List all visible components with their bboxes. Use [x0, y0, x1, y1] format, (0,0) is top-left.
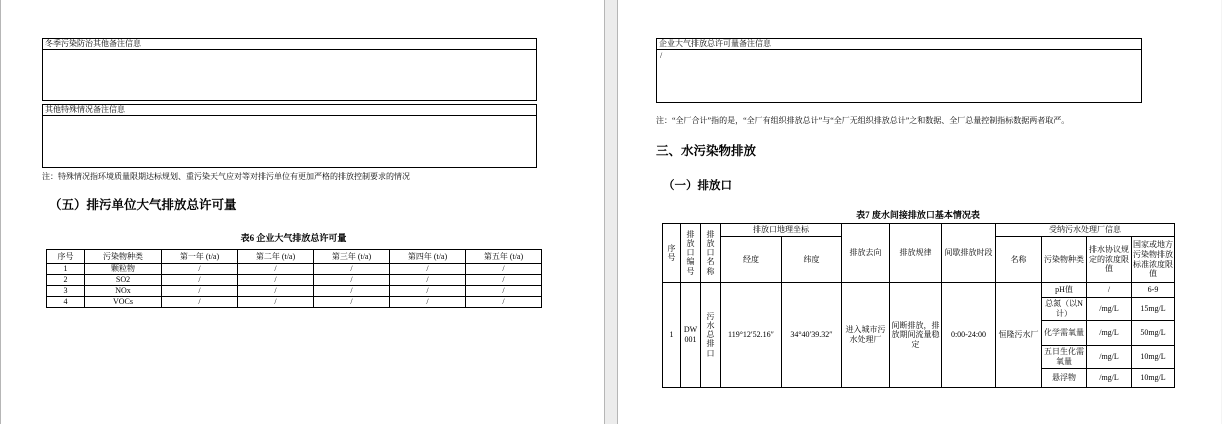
section-title-air-total-permit: （五）排污单位大气排放总许可量	[49, 198, 237, 212]
table-row	[47, 275, 542, 286]
cell-standard-limit: 50mg/L	[1132, 321, 1175, 346]
table7-header-row-1	[663, 224, 1175, 237]
cell-plant-name: 恒隆污水厂	[996, 283, 1042, 388]
table7-col-longitude: 经度	[721, 237, 782, 283]
cell-outlet-no: DW001	[681, 283, 701, 388]
cell-pollutant: SO2	[85, 275, 162, 286]
table7-col-latitude: 纬度	[782, 237, 842, 283]
cell-year3: /	[314, 286, 390, 297]
cell-latitude: 34°40′39.32″	[782, 283, 842, 388]
cell-standard-limit: 15mg/L	[1132, 298, 1175, 321]
cell-year1: /	[162, 297, 238, 308]
table7-col-period: 间歇排放时段	[942, 224, 996, 283]
cell-longitude: 119°12′52.16″	[721, 283, 782, 388]
cell-pollutant: VOCs	[85, 297, 162, 308]
cell-pattern: 间断排放，排放期间流量稳定	[890, 283, 942, 388]
cell-agreement-limit: /mg/L	[1087, 298, 1132, 321]
air-total-remark-title: 企业大气排放总许可量备注信息	[657, 39, 1141, 50]
document-page-left	[0, 0, 605, 424]
cell-year5: /	[466, 275, 542, 286]
cell-seq: 2	[47, 275, 85, 286]
cell-year3: /	[314, 297, 390, 308]
cell-destination: 进入城市污水处理厂	[842, 283, 890, 388]
table6-col-pollutant: 污染物种类	[85, 250, 162, 264]
table7-col-agreement-limit: 排水协议规定的浓度限值	[1087, 237, 1132, 283]
table-row	[47, 297, 542, 308]
cell-year4: /	[390, 297, 466, 308]
winter-remark-title: 冬季污染防治其他备注信息	[43, 39, 536, 50]
cell-pollutant-name: 总氮（以N计）	[1042, 298, 1087, 321]
cell-agreement-limit: /mg/L	[1087, 346, 1132, 369]
table7-col-pattern: 排放规律	[890, 224, 942, 283]
cell-year1: /	[162, 264, 238, 275]
cell-pollutant-name: 悬浮物	[1042, 369, 1087, 388]
winter-remark-content	[43, 50, 536, 100]
cell-period: 0:00-24:00	[942, 283, 996, 388]
table6-title: 表6 企业大气排放总许可量	[240, 233, 347, 243]
table7-col-pollutant-type: 污染物种类	[1042, 237, 1087, 283]
cell-standard-limit: 10mg/L	[1132, 369, 1175, 388]
table7-wastewater-outlets	[662, 223, 1175, 388]
cell-seq: 3	[47, 286, 85, 297]
cell-year1: /	[162, 275, 238, 286]
table6-col-year1: 第一年 (t/a)	[162, 250, 238, 264]
cell-year5: /	[466, 297, 542, 308]
table6-col-year2: 第二年 (t/a)	[238, 250, 314, 264]
cell-year5: /	[466, 264, 542, 275]
cell-seq: 1	[47, 264, 85, 275]
table7-col-outlet-no: 排放口编号	[681, 224, 701, 283]
cell-pollutant-name: 五日生化需氧量	[1042, 346, 1087, 369]
table7-col-plant-name: 名称	[996, 237, 1042, 283]
cell-pollutant: 颗粒物	[85, 264, 162, 275]
cell-agreement-limit: /mg/L	[1087, 321, 1132, 346]
cell-year2: /	[238, 297, 314, 308]
cell-agreement-limit: /mg/L	[1087, 369, 1132, 388]
other-remark-box	[42, 104, 537, 168]
table7-col-outlet-name: 排放口名称	[701, 224, 721, 283]
cell-standard-limit: 10mg/L	[1132, 346, 1175, 369]
cell-year5: /	[466, 286, 542, 297]
section-title-water-pollutants: 三、水污染物排放	[656, 144, 757, 158]
table-row	[47, 286, 542, 297]
cell-year2: /	[238, 286, 314, 297]
table6-col-year3: 第三年 (t/a)	[314, 250, 390, 264]
cell-standard-limit: 6-9	[1132, 283, 1175, 298]
table7-col-destination: 排放去向	[842, 224, 890, 283]
cell-outlet-name: 污水总排口	[701, 283, 721, 388]
cell-year2: /	[238, 275, 314, 286]
plant-total-note: 注：“全厂合计”指的是，“全厂有组织排放总计”与“全厂无组织排放总计”之和数据、全厂总量控制指标数据两者取严。	[656, 116, 1070, 125]
cell-year4: /	[390, 264, 466, 275]
cell-pollutant-name: pH值	[1042, 283, 1087, 298]
table6-col-seq: 序号	[47, 250, 85, 264]
cell-pollutant: NOx	[85, 286, 162, 297]
subsection-title-outlets: （一）排放口	[663, 180, 732, 192]
table6-col-year4: 第四年 (t/a)	[390, 250, 466, 264]
cell-year3: /	[314, 264, 390, 275]
table6-header-row	[47, 250, 542, 264]
table7-col-standard-limit: 国家或地方污染物排放标准浓度限值	[1132, 237, 1175, 283]
table6-air-total-permit	[46, 249, 542, 308]
special-case-note: 注：特殊情况指环境质量限期达标规划、重污染天气应对等对排污单位有更加严格的排放控制要求的情况	[42, 172, 410, 181]
cell-year4: /	[390, 286, 466, 297]
table7-title: 表7 废水间接排放口基本情况表	[856, 210, 980, 220]
table7-colgroup-coords: 排放口地理坐标	[721, 224, 842, 237]
page-gutter	[605, 0, 617, 424]
air-total-remark-box	[656, 38, 1142, 103]
other-remark-content	[43, 116, 536, 167]
table6-col-year5: 第五年 (t/a)	[466, 250, 542, 264]
winter-remark-box	[42, 38, 537, 101]
cell-year3: /	[314, 275, 390, 286]
air-total-remark-content: /	[660, 51, 663, 60]
cell-year1: /	[162, 286, 238, 297]
cell-pollutant-name: 化学需氧量	[1042, 321, 1087, 346]
cell-seq: 4	[47, 297, 85, 308]
table-row	[663, 283, 1175, 298]
table-row	[47, 264, 542, 275]
cell-seq: 1	[663, 283, 681, 388]
document-page-right	[617, 0, 1221, 424]
table7-colgroup-plant: 受纳污水处理厂信息	[996, 224, 1175, 237]
cell-year4: /	[390, 275, 466, 286]
table7-col-seq: 序号	[663, 224, 681, 283]
other-remark-title: 其他特殊情况备注信息	[43, 105, 536, 116]
cell-year2: /	[238, 264, 314, 275]
cell-agreement-limit: /	[1087, 283, 1132, 298]
